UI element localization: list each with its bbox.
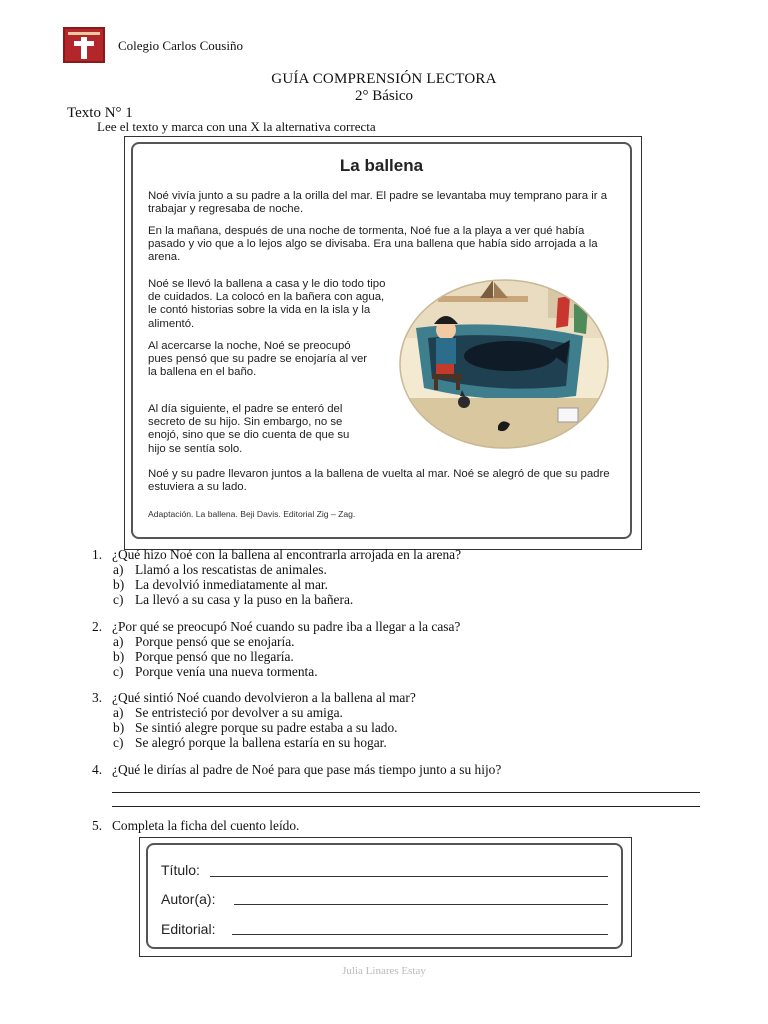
option-text[interactable]: Se entristeció por devolver a su amiga. [135,705,343,720]
author-field-label: Autor(a): [161,891,216,907]
story-paragraph: Al acercarse la noche, Noé se preocupó pues pensó que su padre se enojaría al ver la ballena en el baño. [148,340,368,379]
answer-line[interactable] [112,792,700,793]
whale-bathtub-illustration [398,278,610,450]
question-3 [0,691,768,753]
option-letter: b) [113,720,125,735]
text-number-label: Texto N° 1 [67,105,133,121]
option-letter: b) [113,649,125,664]
question-number: 2. [92,619,103,634]
question-1 [0,548,768,610]
title-field-label: Título: [161,862,200,878]
question-4 [0,763,768,781]
question-text: ¿Qué sintió Noé cuando devolvieron a la ballena al mar? [112,690,416,705]
option-letter: b) [113,577,125,592]
story-paragraph: Al día siguiente, el padre se enteró del secreto de su hijo. Sin embargo, no se enojó, sino que se dio cuenta de que su hijo se sentía solo. [148,403,350,455]
title-field-line[interactable] [210,876,608,877]
option-text[interactable]: Porque pensó que no llegaría. [135,649,294,664]
option-text[interactable]: Llamó a los rescatistas de animales. [135,562,327,577]
footer-author: Julia Linares Estay [342,965,426,977]
grade-label: 2° Básico [354,88,414,104]
question-text: ¿Qué hizo Noé con la ballena al encontrarla arrojada en la arena? [112,547,462,562]
question-5 [0,819,768,837]
story-paragraph: En la mañana, después de una noche de tormenta, Noé fue a la playa a ver qué había pasado y vio que a lo lejos algo se divisaba. Era una ballena que había sido arrojada a la arena. [148,225,598,264]
author-field-line[interactable] [234,904,608,905]
option-letter: a) [113,634,124,649]
story-paragraph: Noé se llevó la ballena a casa y le dio todo tipo de cuidados. La colocó en la bañera con agua, le contó historias sobre la vida en la isla y la alimentó. [148,278,386,330]
question-number: 3. [92,690,103,705]
option-text[interactable]: Se alegró porque la ballena estaría en su hogar. [135,735,387,750]
story-credit: Adaptación. La ballena. Beji Davis. Editorial Zig – Zag. [148,509,356,519]
guide-title: GUÍA COMPRENSIÓN LECTORA [271,71,497,87]
question-number: 5. [92,818,103,833]
question-2 [0,620,768,682]
publisher-field-line[interactable] [232,934,608,935]
publisher-field-label: Editorial: [161,921,216,937]
question-text: Completa la ficha del cuento leído. [112,818,300,833]
school-logo [63,27,105,63]
option-text[interactable]: La llevó a su casa y la puso en la bañera. [135,592,354,607]
instruction-text: Lee el texto y marca con una X la alternativa correcta [97,119,376,134]
option-letter: c) [113,664,124,679]
story-title: La ballena [339,156,424,175]
question-text: ¿Por qué se preocupó Noé cuando su padre iba a llegar a la casa? [112,619,461,634]
story-paragraph: Noé vivía junto a su padre a la orilla del mar. El padre se levantaba muy temprano para ir a trabajar y regresaba de noche. [148,190,608,216]
question-text: ¿Qué le dirías al padre de Noé para que pase más tiempo junto a su hijo? [112,762,502,777]
option-letter: a) [113,562,124,577]
question-number: 4. [92,762,103,777]
school-name: Colegio Carlos Cousiño [118,39,243,53]
story-paragraph: Noé y su padre llevaron juntos a la ballena de vuelta al mar. Noé se alegró de que su padre estuviera a su lado. [148,468,610,494]
option-text[interactable]: Porque venía una nueva tormenta. [135,664,318,679]
shield-cross-icon [65,29,103,61]
option-text[interactable]: Porque pensó que se enojaría. [135,634,295,649]
option-letter: c) [113,592,124,607]
option-text[interactable]: La devolvió inmediatamente al mar. [135,577,328,592]
answer-line[interactable] [112,806,700,807]
option-text[interactable]: Se sintió alegre porque su padre estaba a su lado. [135,720,398,735]
option-letter: a) [113,705,124,720]
question-number: 1. [92,547,103,562]
option-letter: c) [113,735,124,750]
